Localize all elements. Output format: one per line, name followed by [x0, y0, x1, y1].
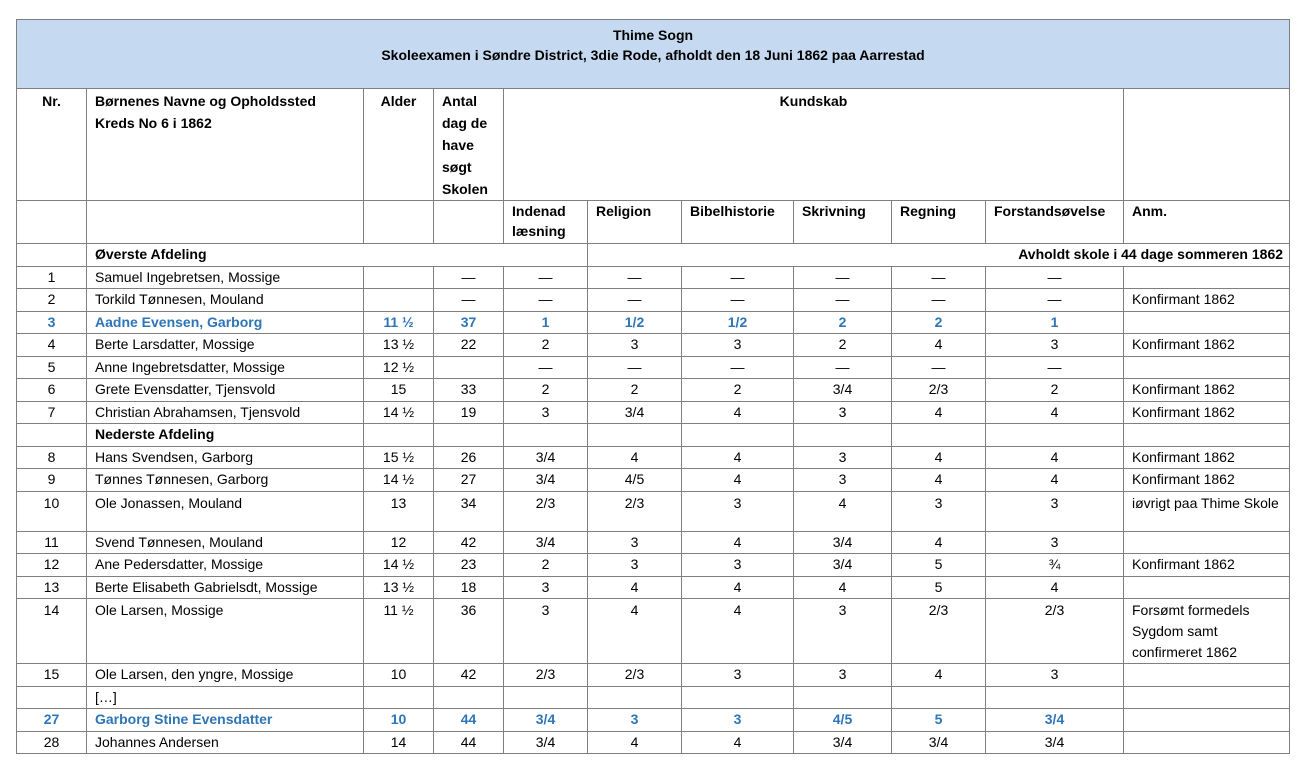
cell-bibelhistorie: 4 — [682, 599, 794, 664]
cell-alder: 14 — [364, 731, 434, 754]
school-exam-sheet — [16, 19, 1289, 754]
cell-indenad: 2 — [504, 379, 588, 402]
cell-religion: 3 — [588, 554, 682, 577]
cell-bibelhistorie: 3 — [682, 334, 794, 357]
cell-antal: 18 — [434, 576, 504, 599]
section-empty — [434, 424, 504, 447]
student-row — [17, 491, 1290, 531]
cell-regning: — — [892, 289, 986, 312]
cell-bibelhistorie: 3 — [682, 554, 794, 577]
cell-indenad: 3/4 — [504, 531, 588, 554]
cell-nr: 4 — [17, 334, 87, 357]
student-row — [17, 599, 1290, 664]
cell-nr: 2 — [17, 289, 87, 312]
cell-regning: 4 — [892, 401, 986, 424]
header-empty — [87, 201, 364, 244]
cell-anm: Konfirmant 1862 — [1124, 446, 1290, 469]
cell-indenad: 3 — [504, 599, 588, 664]
title-row — [17, 20, 1290, 89]
cell-nr: 7 — [17, 401, 87, 424]
exam-title: Skoleexamen i Søndre District, 3die Rode, afholdt den 18 Juni 1862 paa Aarrestad — [381, 47, 925, 63]
cell-regning: 5 — [892, 554, 986, 577]
cell-antal: 44 — [434, 709, 504, 732]
ellipsis-empty — [986, 686, 1124, 709]
cell-religion: 3 — [588, 334, 682, 357]
cell-skrivning: 3 — [794, 446, 892, 469]
cell-bibelhistorie: 2 — [682, 379, 794, 402]
cell-alder — [364, 266, 434, 289]
header-regning: Regning — [892, 201, 986, 244]
header-skrivning: Skrivning — [794, 201, 892, 244]
cell-regning: 4 — [892, 446, 986, 469]
cell-regning: 2/3 — [892, 379, 986, 402]
cell-antal: 22 — [434, 334, 504, 357]
header-alder: Alder — [364, 89, 434, 201]
section-empty — [794, 424, 892, 447]
cell-anm: Konfirmant 1862 — [1124, 379, 1290, 402]
cell-antal: — — [434, 289, 504, 312]
cell-forstand: 3/4 — [986, 731, 1124, 754]
cell-anm — [1124, 731, 1290, 754]
cell-indenad: 2 — [504, 554, 588, 577]
header-bibelhistorie: Bibelhistorie — [682, 201, 794, 244]
cell-bibelhistorie: 4 — [682, 576, 794, 599]
header-name: Børnenes Navne og Opholdssted Kreds No 6 i 1862 — [87, 89, 364, 201]
cell-forstand: — — [986, 266, 1124, 289]
section-upper-row — [17, 244, 1290, 267]
cell-skrivning: 3 — [794, 599, 892, 664]
cell-religion: 4/5 — [588, 469, 682, 492]
cell-indenad: 2/3 — [504, 664, 588, 687]
cell-forstand: 2 — [986, 379, 1124, 402]
cell-nr: 13 — [17, 576, 87, 599]
section-upper: Øverste Afdeling — [87, 244, 588, 267]
cell-antal: 27 — [434, 469, 504, 492]
cell-name: Christian Abrahamsen, Tjensvold — [87, 401, 364, 424]
cell-forstand: 3 — [986, 664, 1124, 687]
ellipsis-empty — [794, 686, 892, 709]
cell-indenad: 3 — [504, 576, 588, 599]
cell-bibelhistorie: 1/2 — [682, 311, 794, 334]
header-blank — [1124, 89, 1290, 201]
cell-antal: 44 — [434, 731, 504, 754]
cell-nr: 28 — [17, 731, 87, 754]
cell-antal: 37 — [434, 311, 504, 334]
cell-name: Ole Larsen, Mossige — [87, 599, 364, 664]
cell-regning: 2/3 — [892, 599, 986, 664]
ellipsis-empty — [1124, 686, 1290, 709]
cell-skrivning: — — [794, 266, 892, 289]
cell-regning: — — [892, 266, 986, 289]
cell-antal: 33 — [434, 379, 504, 402]
cell-indenad: 3 — [504, 401, 588, 424]
cell-religion: — — [588, 266, 682, 289]
cell-religion: — — [588, 356, 682, 379]
parish-title: Thime Sogn — [612, 27, 694, 43]
cell-name: Torkild Tønnesen, Mouland — [87, 289, 364, 312]
cell-religion: 3/4 — [588, 401, 682, 424]
cell-name: Garborg Stine Evensdatter — [87, 709, 364, 732]
cell-anm — [1124, 311, 1290, 334]
cell-religion: 2 — [588, 379, 682, 402]
cell-nr: 11 — [17, 531, 87, 554]
cell-bibelhistorie: 4 — [682, 401, 794, 424]
ellipsis-empty — [892, 686, 986, 709]
cell-forstand: 3/4 — [986, 709, 1124, 732]
cell-alder: 14 ½ — [364, 401, 434, 424]
cell-alder: 12 ½ — [364, 356, 434, 379]
header-anm: Anm. — [1124, 201, 1290, 244]
cell-regning: 5 — [892, 709, 986, 732]
cell-nr: 1 — [17, 266, 87, 289]
section-empty — [892, 424, 986, 447]
cell-religion: 2/3 — [588, 491, 682, 531]
cell-regning: 4 — [892, 469, 986, 492]
section-upper-note: Avholdt skole i 44 dage sommeren 1862 — [588, 244, 1290, 267]
cell-nr: 5 — [17, 356, 87, 379]
header-antal: Antal dag de have søgt Skolen — [434, 89, 504, 201]
cell-skrivning: — — [794, 356, 892, 379]
cell-anm: Forsømt formedels Sygdom samt confirmeret 1862 — [1124, 599, 1290, 664]
student-row — [17, 446, 1290, 469]
cell-anm — [1124, 531, 1290, 554]
ellipsis-empty — [364, 686, 434, 709]
cell-skrivning: 4/5 — [794, 709, 892, 732]
cell-nr: 27 — [17, 709, 87, 732]
header-nr: Nr. — [17, 89, 87, 201]
cell-alder: 10 — [364, 709, 434, 732]
cell-alder: 14 ½ — [364, 469, 434, 492]
section-empty — [588, 424, 682, 447]
cell-indenad: — — [504, 266, 588, 289]
cell-bibelhistorie: 4 — [682, 531, 794, 554]
ellipsis-empty — [588, 686, 682, 709]
cell-indenad: 3/4 — [504, 731, 588, 754]
ellipsis-empty — [434, 686, 504, 709]
cell-forstand: 1 — [986, 311, 1124, 334]
cell-forstand: — — [986, 289, 1124, 312]
cell-religion: 4 — [588, 731, 682, 754]
cell-religion: 4 — [588, 576, 682, 599]
cell-forstand: — — [986, 356, 1124, 379]
student-row — [17, 469, 1290, 492]
cell-indenad: 2 — [504, 334, 588, 357]
cell-antal: 36 — [434, 599, 504, 664]
header-empty — [434, 201, 504, 244]
header-empty — [17, 201, 87, 244]
cell-religion: 1/2 — [588, 311, 682, 334]
student-row — [17, 401, 1290, 424]
cell-forstand: 4 — [986, 446, 1124, 469]
student-row — [17, 554, 1290, 577]
cell-antal — [434, 356, 504, 379]
cell-regning: 4 — [892, 334, 986, 357]
cell-alder: 13 ½ — [364, 334, 434, 357]
cell-forstand: 3 — [986, 531, 1124, 554]
cell-indenad: — — [504, 356, 588, 379]
cell-alder: 12 — [364, 531, 434, 554]
cell-name: Berte Larsdatter, Mossige — [87, 334, 364, 357]
section-empty — [504, 424, 588, 447]
cell-skrivning: 3 — [794, 469, 892, 492]
cell-name: Grete Evensdatter, Tjensvold — [87, 379, 364, 402]
cell-name: Johannes Andersen — [87, 731, 364, 754]
cell-religion: 3 — [588, 709, 682, 732]
cell-anm: Konfirmant 1862 — [1124, 334, 1290, 357]
cell-religion: 2/3 — [588, 664, 682, 687]
header-row-1 — [17, 89, 1290, 201]
cell-nr: 8 — [17, 446, 87, 469]
cell-anm — [1124, 356, 1290, 379]
cell-alder: 11 ½ — [364, 599, 434, 664]
cell-name: Ane Pedersdatter, Mossige — [87, 554, 364, 577]
student-row — [17, 731, 1290, 754]
cell-indenad: — — [504, 289, 588, 312]
cell-anm: Konfirmant 1862 — [1124, 469, 1290, 492]
header-row-2 — [17, 201, 1290, 244]
cell-skrivning: 4 — [794, 491, 892, 531]
cell-antal: 23 — [434, 554, 504, 577]
cell-alder: 10 — [364, 664, 434, 687]
cell-bibelhistorie: 4 — [682, 731, 794, 754]
cell-skrivning: — — [794, 289, 892, 312]
cell-skrivning: 3/4 — [794, 554, 892, 577]
cell-alder: 15 ½ — [364, 446, 434, 469]
cell-forstand: 4 — [986, 401, 1124, 424]
cell-skrivning: 3/4 — [794, 379, 892, 402]
ellipsis-row — [17, 686, 1290, 709]
student-row — [17, 334, 1290, 357]
exam-table — [16, 19, 1290, 754]
cell-forstand: 3 — [986, 334, 1124, 357]
cell-bibelhistorie: 3 — [682, 709, 794, 732]
cell-skrivning: 3 — [794, 664, 892, 687]
cell-name: Berte Elisabeth Gabrielsdt, Mossige — [87, 576, 364, 599]
cell-antal: 19 — [434, 401, 504, 424]
cell-bibelhistorie: — — [682, 356, 794, 379]
cell-alder: 13 — [364, 491, 434, 531]
student-row — [17, 311, 1290, 334]
cell-name: Svend Tønnesen, Mouland — [87, 531, 364, 554]
cell-name: Tønnes Tønnesen, Garborg — [87, 469, 364, 492]
title-cell — [17, 20, 1290, 89]
cell-name: Ole Larsen, den yngre, Mossige — [87, 664, 364, 687]
header-indenad: Indenad læsning — [504, 201, 588, 244]
cell-alder: 11 ½ — [364, 311, 434, 334]
cell-religion: 4 — [588, 446, 682, 469]
cell-bibelhistorie: 3 — [682, 664, 794, 687]
student-row — [17, 379, 1290, 402]
cell-regning: 3/4 — [892, 731, 986, 754]
cell-religion: — — [588, 289, 682, 312]
cell-nr: 14 — [17, 599, 87, 664]
header-kundskab: Kundskab — [504, 89, 1124, 201]
cell-indenad: 3/4 — [504, 469, 588, 492]
cell-name: Ole Jonassen, Mouland — [87, 491, 364, 531]
cell-indenad: 3/4 — [504, 446, 588, 469]
cell-alder: 15 — [364, 379, 434, 402]
cell-bibelhistorie: — — [682, 266, 794, 289]
cell-nr: 6 — [17, 379, 87, 402]
cell-name: Samuel Ingebretsen, Mossige — [87, 266, 364, 289]
cell-alder: 14 ½ — [364, 554, 434, 577]
header-empty — [364, 201, 434, 244]
cell-regning: 3 — [892, 491, 986, 531]
cell-religion: 3 — [588, 531, 682, 554]
cell-forstand: 4 — [986, 469, 1124, 492]
cell-skrivning: 4 — [794, 576, 892, 599]
student-row — [17, 709, 1290, 732]
cell-name: Anne Ingebretsdatter, Mossige — [87, 356, 364, 379]
student-row — [17, 664, 1290, 687]
cell-nr: 9 — [17, 469, 87, 492]
ellipsis-empty — [17, 686, 87, 709]
section-lower: Nederste Afdeling — [87, 424, 364, 447]
cell-religion: 4 — [588, 599, 682, 664]
cell-anm — [1124, 576, 1290, 599]
header-forstand: Forstandsøvelse — [986, 201, 1124, 244]
student-row — [17, 289, 1290, 312]
cell-bibelhistorie: 3 — [682, 491, 794, 531]
cell-alder: 13 ½ — [364, 576, 434, 599]
cell-indenad: 2/3 — [504, 491, 588, 531]
cell-anm: Konfirmant 1862 — [1124, 554, 1290, 577]
student-row — [17, 266, 1290, 289]
cell-forstand: ¾ — [986, 554, 1124, 577]
cell-forstand: 2/3 — [986, 599, 1124, 664]
cell-bibelhistorie: 4 — [682, 469, 794, 492]
section-lower-row — [17, 424, 1290, 447]
cell-name: Hans Svendsen, Garborg — [87, 446, 364, 469]
cell-anm — [1124, 709, 1290, 732]
cell-nr: 12 — [17, 554, 87, 577]
ellipsis-empty — [682, 686, 794, 709]
cell-nr: 10 — [17, 491, 87, 531]
cell-skrivning: 3/4 — [794, 531, 892, 554]
cell-anm: Konfirmant 1862 — [1124, 401, 1290, 424]
cell-skrivning: 2 — [794, 334, 892, 357]
cell-skrivning: 3 — [794, 401, 892, 424]
cell-regning: 4 — [892, 531, 986, 554]
cell-regning: 4 — [892, 664, 986, 687]
student-row — [17, 576, 1290, 599]
cell-anm: iøvrigt paa Thime Skole — [1124, 491, 1290, 531]
section-empty — [986, 424, 1124, 447]
header-religion: Religion — [588, 201, 682, 244]
cell-indenad: 3/4 — [504, 709, 588, 732]
cell-bibelhistorie: — — [682, 289, 794, 312]
cell-name: Aadne Evensen, Garborg — [87, 311, 364, 334]
cell-anm: Konfirmant 1862 — [1124, 289, 1290, 312]
cell-skrivning: 3/4 — [794, 731, 892, 754]
section-empty — [17, 244, 87, 267]
student-row — [17, 531, 1290, 554]
cell-bibelhistorie: 4 — [682, 446, 794, 469]
ellipsis-empty — [504, 686, 588, 709]
cell-nr: 3 — [17, 311, 87, 334]
cell-anm — [1124, 664, 1290, 687]
student-row — [17, 356, 1290, 379]
cell-antal: 34 — [434, 491, 504, 531]
cell-forstand: 4 — [986, 576, 1124, 599]
section-empty — [17, 424, 87, 447]
section-empty — [682, 424, 794, 447]
cell-forstand: 3 — [986, 491, 1124, 531]
cell-antal: — — [434, 266, 504, 289]
cell-skrivning: 2 — [794, 311, 892, 334]
ellipsis-cell: […] — [87, 686, 364, 709]
cell-regning: 2 — [892, 311, 986, 334]
cell-anm — [1124, 266, 1290, 289]
cell-indenad: 1 — [504, 311, 588, 334]
cell-antal: 42 — [434, 664, 504, 687]
section-empty — [1124, 424, 1290, 447]
cell-antal: 42 — [434, 531, 504, 554]
cell-nr: 15 — [17, 664, 87, 687]
cell-regning: — — [892, 356, 986, 379]
cell-antal: 26 — [434, 446, 504, 469]
section-empty — [364, 424, 434, 447]
cell-alder — [364, 289, 434, 312]
cell-regning: 5 — [892, 576, 986, 599]
